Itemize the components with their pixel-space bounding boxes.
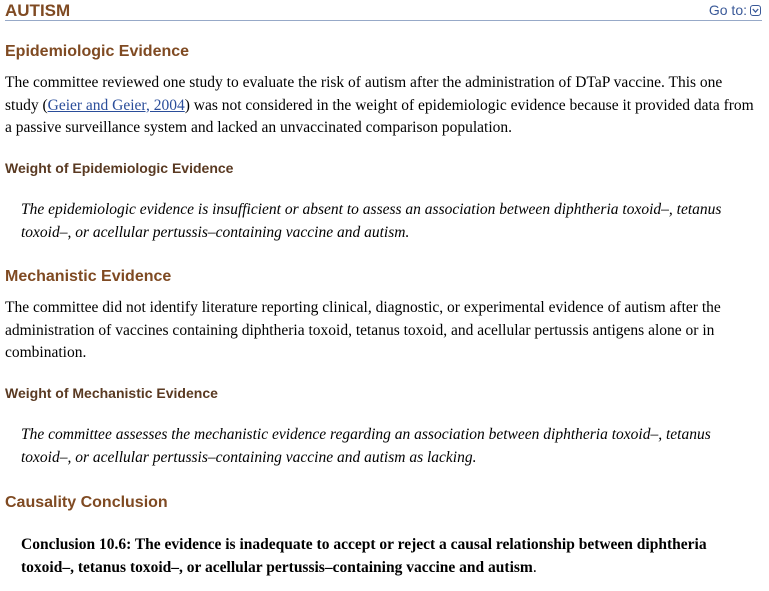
heading-weight-mechanistic-evidence: Weight of Mechanistic Evidence: [5, 385, 218, 401]
section-title: AUTISM: [5, 1, 71, 20]
causality-conclusion-statement: [21, 534, 756, 579]
epi-text-before: The committee reviewed one study to evaluate the risk of autism after the administration of DTaP vaccine. This one study (: [5, 74, 723, 114]
goto-menu[interactable]: [709, 2, 761, 18]
heading-causality-conclusion: Causality Conclusion: [5, 494, 168, 511]
chevron-down-icon[interactable]: [750, 5, 761, 16]
paragraph-mechanistic-evidence: The committee did not identify literature reporting clinical, diagnostic, or experimental evidence of autism after the administration of vaccines containing diphtheria toxoid, tetanus toxoid, and acellular pertussis antigens alone or in combination.: [5, 299, 721, 361]
section-header: [5, 0, 762, 21]
conclusion-tail: .: [532, 558, 537, 576]
goto-label[interactable]: Go to:: [708, 2, 747, 18]
statement-weight-epidemiologic: The epidemiologic evidence is insufficient or absent to assess an association between diphtheria toxoid–, tetanus toxoid–, or acellular pertussis–containing vaccine and autism.: [21, 201, 722, 241]
heading-weight-epidemiologic-evidence: Weight of Epidemiologic Evidence: [5, 160, 234, 176]
conclusion-bold-text: Conclusion 10.6: The evidence is inadequate to accept or reject a causal relationship between diphtheria toxoid–, tetanus toxoid–, or acellular pertussis–containing vaccine and autism: [21, 536, 707, 576]
statement-weight-mechanistic: The committee assesses the mechanistic evidence regarding an association between diphtheria toxoid–, tetanus toxoid–, or acellular pertussis–containing vaccine and autism as lacking.: [21, 426, 711, 466]
paragraph-epidemiologic-evidence: [5, 72, 755, 140]
epi-text-after: ) was not considered in the weight of epidemiologic evidence because it provided data from a passive surveillance system and lacked an unvaccinated comparison population.: [5, 96, 754, 136]
heading-mechanistic-evidence: Mechanistic Evidence: [5, 268, 172, 285]
reference-link-geier-2004[interactable]: Geier and Geier, 2004: [47, 96, 185, 114]
heading-epidemiologic-evidence: Epidemiologic Evidence: [5, 43, 190, 60]
